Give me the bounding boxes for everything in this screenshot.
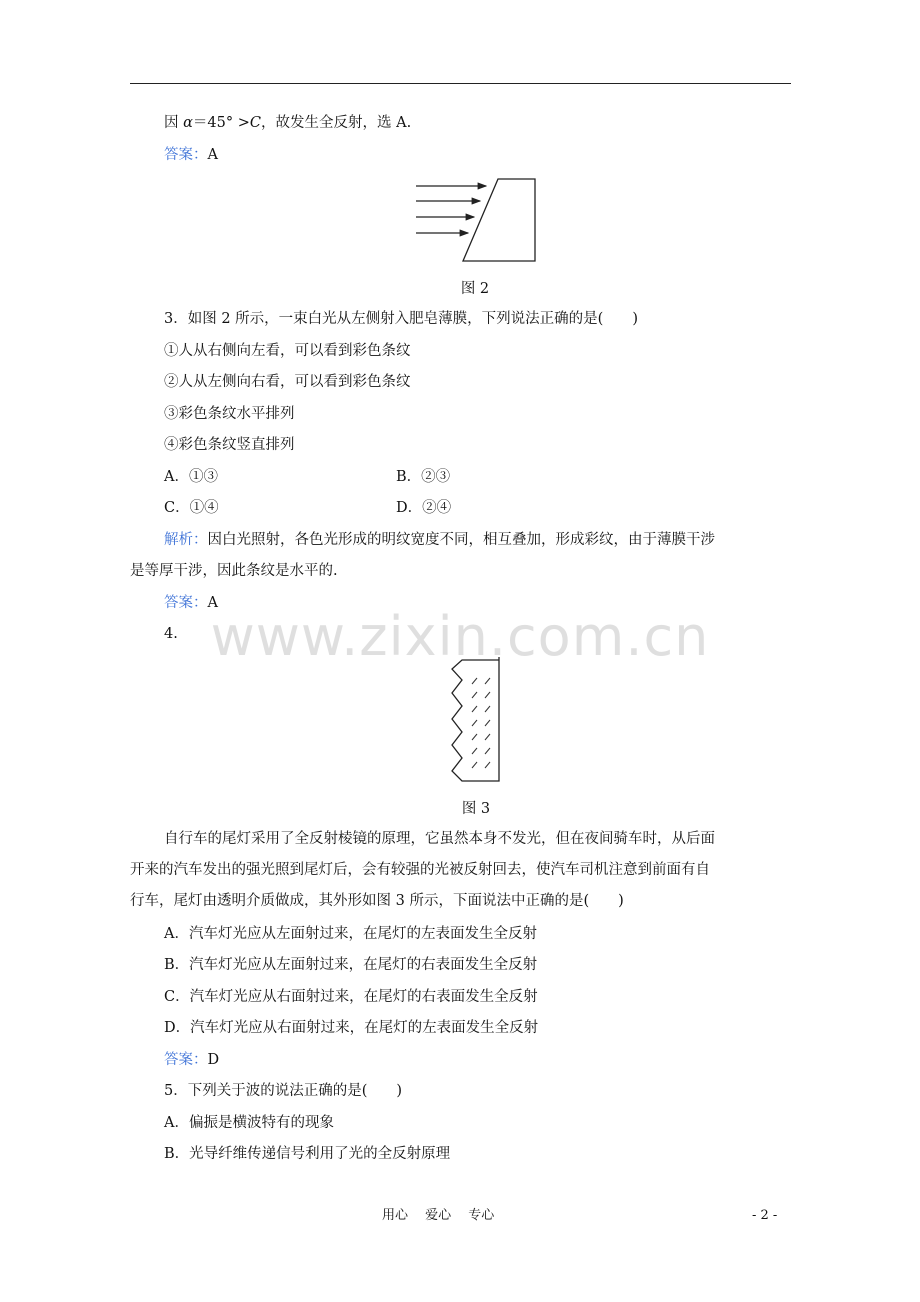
q4-stem-line-3: 行车，尾灯由透明介质做成，其外形如图 3 所示，下面说法中正确的是( ) xyxy=(130,893,624,909)
page-number: - 2 - xyxy=(752,1208,778,1223)
q4-number: 4. xyxy=(164,626,178,642)
q3-option-a: A．①③ xyxy=(164,469,218,485)
q3-option-c: C．①④ xyxy=(164,500,219,516)
answer-label: 答案： xyxy=(164,1052,208,1068)
figure-3-caption: 图 3 xyxy=(461,801,491,817)
q3-option-d: D．②④ xyxy=(396,500,452,516)
q5-option-b: B．光导纤维传递信号利用了光的全反射原理 xyxy=(164,1146,451,1162)
answer-value: D xyxy=(207,1052,220,1068)
q3-analysis-continued: 是等厚干涉，因此条纹是水平的. xyxy=(130,563,338,579)
q4-answer xyxy=(164,1050,219,1070)
q4-stem-line-2: 开来的汽车发出的强光照到尾灯后，会有较强的光被反射回去，使汽车司机注意到前面有自 xyxy=(130,862,710,878)
q4-option-a: A．汽车灯光应从左面射过来，在尾灯的左表面发生全反射 xyxy=(164,926,537,942)
watermark: www.zixin.com.cn xyxy=(210,605,710,668)
prev-conclusion-line xyxy=(164,113,411,133)
q5-stem: 5．下列关于波的说法正确的是( ) xyxy=(164,1083,403,1099)
light-ray-arrows xyxy=(416,186,486,233)
analysis-label: 解析： xyxy=(164,532,208,548)
figure-2-caption: 图 2 xyxy=(460,281,490,297)
q4-option-c: C．汽车灯光应从右面射过来，在尾灯的右表面发生全反射 xyxy=(164,989,538,1005)
answer-label: 答案： xyxy=(164,147,208,163)
answer-label: 答案： xyxy=(164,595,208,611)
q3-statement-3: ③彩色条纹水平排列 xyxy=(164,406,295,422)
critical-angle-symbol: C xyxy=(249,115,261,131)
conclusion-prefix: 因 xyxy=(164,115,184,131)
conclusion-suffix: ，故发生全反射，选 A. xyxy=(260,115,412,131)
q5-option-a: A．偏振是横波特有的现象 xyxy=(164,1115,334,1131)
q3-option-b: B．②③ xyxy=(396,469,451,485)
prev-answer xyxy=(164,145,218,165)
figure-3-bicycle-taillight-diagram xyxy=(445,655,507,785)
conclusion-equation: ＝45° > xyxy=(192,115,250,131)
q3-answer xyxy=(164,593,218,613)
figure-2-soap-film-diagram xyxy=(410,174,540,264)
q3-analysis xyxy=(164,530,715,550)
taillight-prism-outline xyxy=(452,657,499,781)
alpha-symbol: α xyxy=(183,115,193,131)
q4-option-b: B．汽车灯光应从左面射过来，在尾灯的右表面发生全反射 xyxy=(164,957,538,973)
soap-film-shape xyxy=(463,179,535,261)
header-rule xyxy=(130,83,791,84)
q4-stem-line-1: 自行车的尾灯采用了全反射棱镜的原理，它虽然本身不发光，但在夜间骑车时，从后面 xyxy=(164,831,715,847)
q3-statement-1: ①人从右侧向左看，可以看到彩色条纹 xyxy=(164,343,411,359)
hatch-marks xyxy=(472,678,490,768)
q3-statement-2: ②人从左侧向右看，可以看到彩色条纹 xyxy=(164,374,411,390)
analysis-text-1: 因白光照射，各色光形成的明纹宽度不同，相互叠加，形成彩纹，由于薄膜干涉 xyxy=(207,532,715,548)
answer-value: A xyxy=(207,595,218,611)
footer-motto: 用心 爱心 专心 xyxy=(382,1208,495,1223)
answer-value: A xyxy=(207,147,218,163)
q4-option-d: D．汽车灯光应从右面射过来，在尾灯的左表面发生全反射 xyxy=(164,1020,539,1036)
q3-stem: 3．如图 2 所示，一束白光从左侧射入肥皂薄膜，下列说法正确的是( ) xyxy=(164,311,638,327)
q3-statement-4: ④彩色条纹竖直排列 xyxy=(164,437,295,453)
